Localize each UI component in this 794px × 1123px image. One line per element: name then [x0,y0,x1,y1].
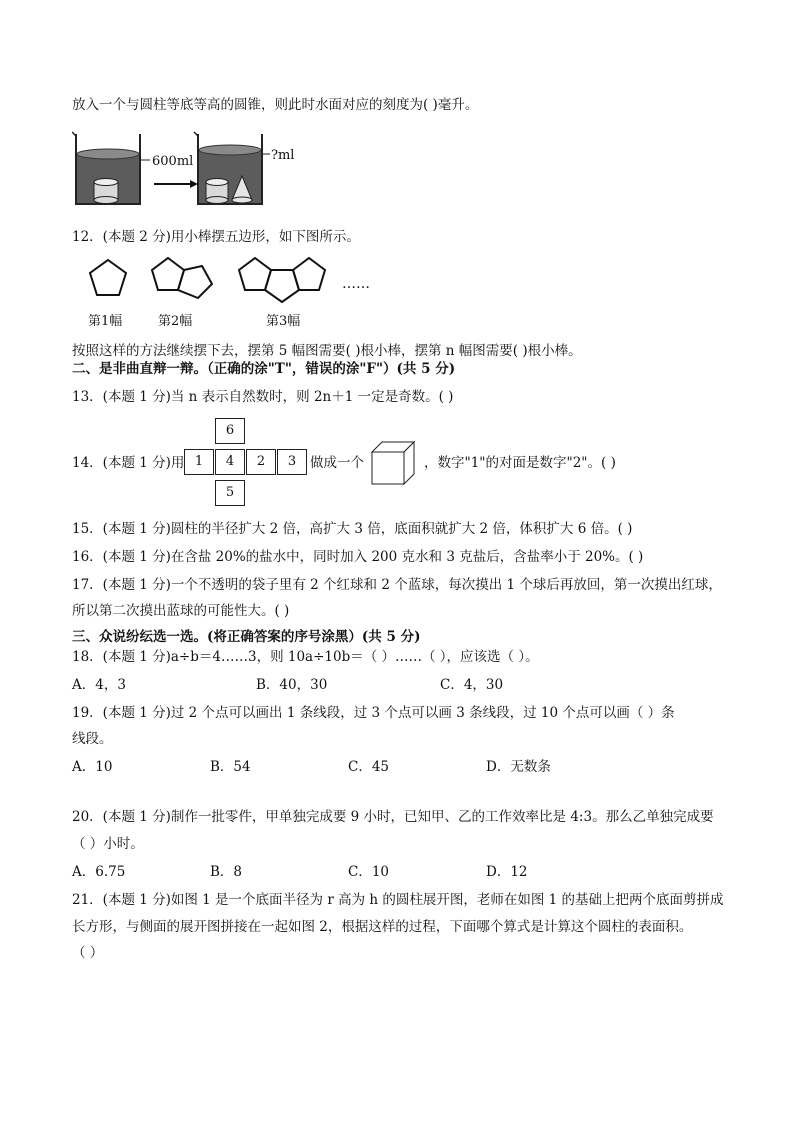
label-600ml: 600ml [152,154,194,169]
q15-text: 15．(本题 1 分)圆柱的半径扩大 2 倍，高扩大 3 倍，底面积就扩大 2 倍，体积扩大 6 倍。( ) [72,521,633,537]
q14-mid: 做成一个 [310,455,364,471]
q13-text: 13．(本题 1 分)当 n 表示自然数时，则 2n＋1 一定是奇数。( ) [72,389,454,405]
beaker-figure [72,128,312,208]
section2-title: 二、是非曲直辩一辩。（正确的涂"T"，错误的涂"F"）(共 5 分) [72,361,456,377]
net-cell-3: 2 [246,449,276,475]
net-cell-2: 4 [215,449,245,475]
q17-line2: 所以第二次摸出蓝球的可能性大。( ) [72,603,290,619]
q16-text: 16．(本题 1 分)在含盐 20%的盐水中，同时加入 200 克水和 3 克盐后，含盐率小于 20%。( ) [72,549,644,565]
cube-icon [370,440,420,486]
pentagon-figure [80,254,400,334]
q20-option-d[interactable]: D．12 [486,864,528,880]
q20-line2: （ ）小时。 [72,836,144,852]
q12-tail: 按照这样的方法继续摆下去，摆第 5 幅图需要( )根小棒，摆第 n 幅图需要( )根小棒。 [72,343,582,359]
fig-label-3: 第3幅 [266,314,301,329]
q20-line1: 20．(本题 1 分)制作一批零件，甲单独完成要 9 小时，已知甲、乙的工作效率比是 4:3。那么乙单独完成要 [72,809,714,825]
q12-stem: 12．(本题 2 分)用小棒摆五边形，如下图所示。 [72,229,360,245]
q14-prefix: 14．(本题 1 分)用 [72,455,185,471]
q20-option-b[interactable]: B．8 [210,864,243,880]
q21-line2: 长方形，与侧面的展开图拼接在一起如图 2，根据这样的过程，下面哪个算式是计算这个圆柱的表面积。 [72,919,693,935]
q19-option-a[interactable]: A．10 [72,759,113,775]
q19-line1: 19．(本题 1 分)过 2 个点可以画出 1 条线段，过 3 个点可以画 3 条线段，过 10 个点可以画（ ）条 [72,705,675,721]
cube-net [184,418,308,508]
label-unknown-ml: ?ml [271,148,295,163]
q20-option-a[interactable]: A．6.75 [72,864,126,880]
q18-option-c[interactable]: C．4，30 [440,677,504,693]
fig-label-2: 第2幅 [158,314,193,329]
fig-label-1: 第1幅 [88,314,123,329]
q19-option-c[interactable]: C．45 [348,759,390,775]
q19-option-d[interactable]: D．无数条 [486,759,551,775]
net-cell-top: 6 [215,418,245,444]
q18-text: 18．(本题 1 分)a÷b＝4……3，则 10a÷10b＝（ ）……（ ），应该选（ ）。 [72,649,539,665]
q18-option-b[interactable]: B．40，30 [256,677,328,693]
q17-line1: 17．(本题 1 分)一个不透明的袋子里有 2 个红球和 2 个蓝球，每次摸出 1 个球后再放回，第一次摸出红球， [72,577,722,593]
q14-suffix: ，数字"1"的对面是数字"2"。( ) [424,455,616,471]
net-cell-1: 1 [184,449,214,475]
q18-option-a[interactable]: A．4，3 [72,677,126,693]
q19-line2: 线段。 [72,731,113,747]
q11-text: 放入一个与圆柱等底等高的圆锥，则此时水面对应的刻度为( )毫升。 [72,97,479,113]
section3-title: 三、众说纷纭选一选。(将正确答案的序号涂黑）(共 5 分) [72,629,421,645]
q21-line1: 21．(本题 1 分)如图 1 是一个底面半径为 r 高为 h 的圆柱展开图，老师在如图 1 的基础上把两个底面剪拼成 [72,892,724,908]
ellipsis: …… [342,276,370,292]
q20-option-c[interactable]: C．10 [348,864,390,880]
q21-line3: （ ） [72,945,104,961]
q19-option-b[interactable]: B．54 [210,759,251,775]
net-cell-4: 3 [277,449,307,475]
net-cell-bottom: 5 [215,480,245,506]
